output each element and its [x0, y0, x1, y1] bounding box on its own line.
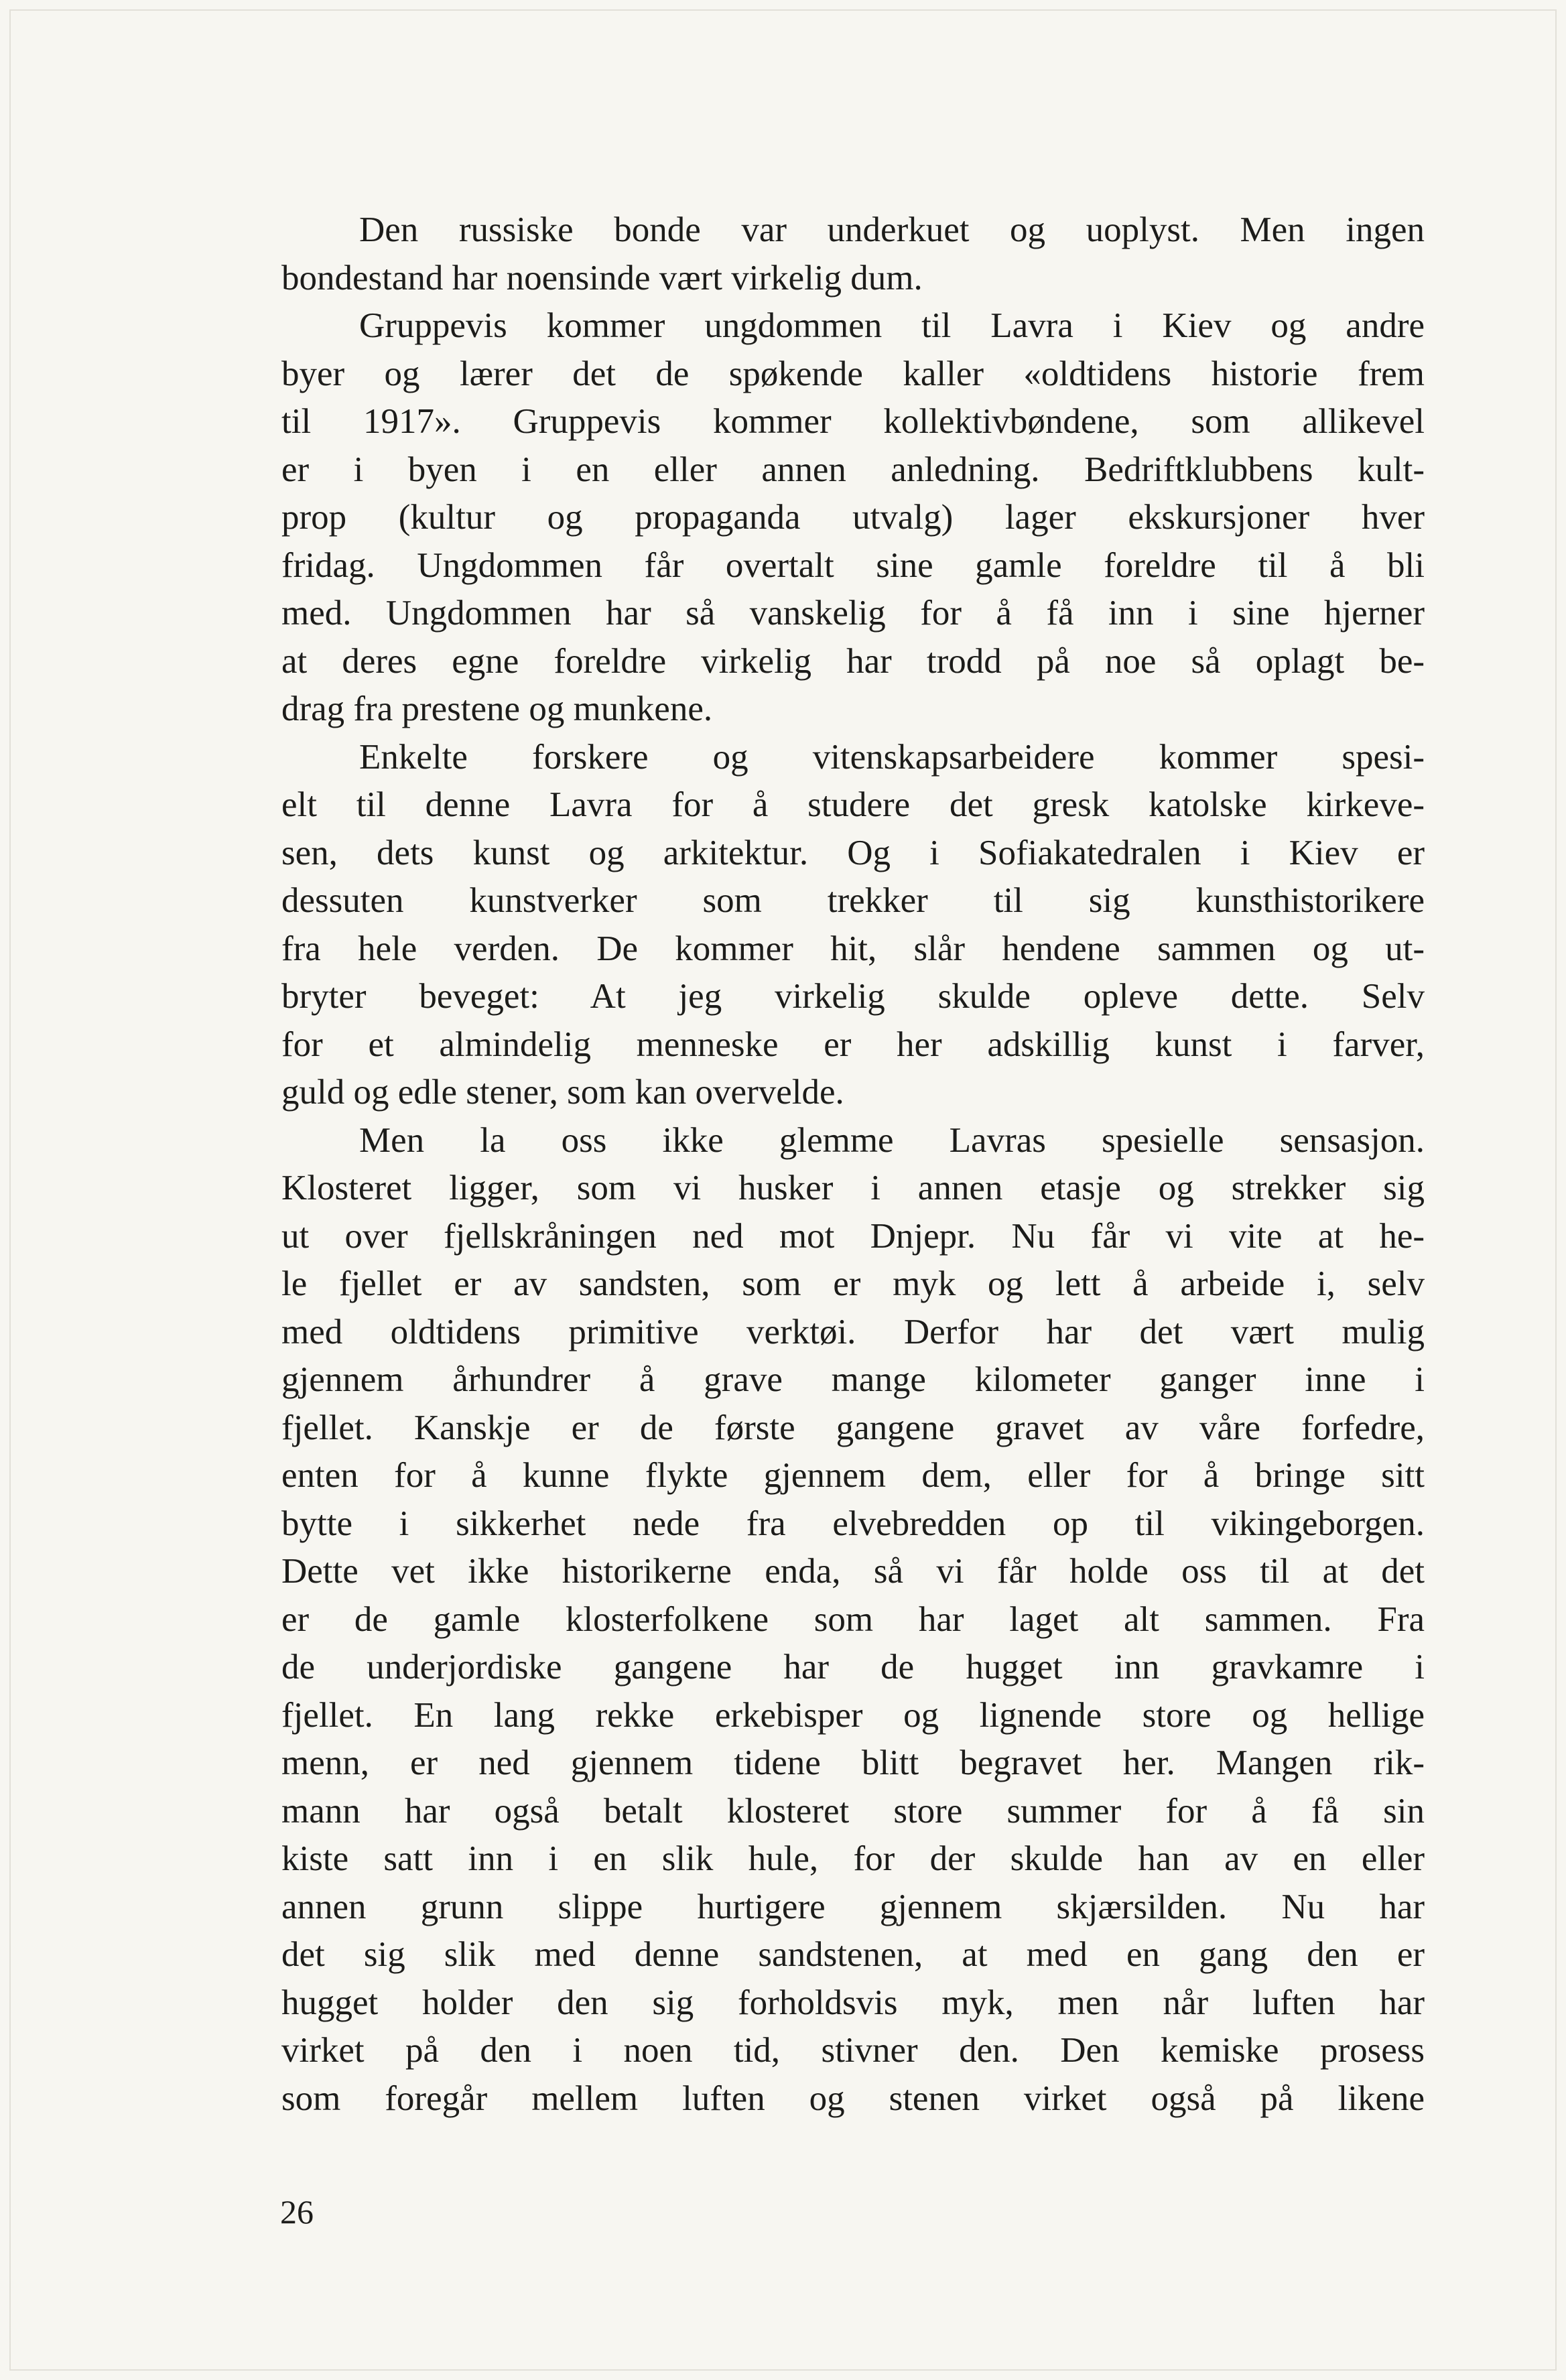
text-line: Men la oss ikke glemme Lavras spesielle sensasjon. [359, 1120, 1425, 1160]
text-line: le fjellet er av sandsten, som er myk og lett å arbeide i, selv [281, 1264, 1425, 1303]
text-line: kiste satt inn i en slik hule, for der skulde han av en eller [281, 1839, 1425, 1878]
text-line: Gruppevis kommer ungdommen til Lavra i Kiev og andre [359, 306, 1425, 345]
text-line: drag fra prestene og munkene. [281, 689, 713, 728]
text-line: ut over fjellskråningen ned mot Dnjepr. Nu får vi vite at he- [281, 1216, 1425, 1256]
text-line: elt til denne Lavra for å studere det gresk katolske kirkeve- [281, 785, 1425, 824]
text-line: sen, dets kunst og arkitektur. Og i Sofiakatedralen i Kiev er [281, 833, 1425, 872]
text-line: hugget holder den sig forholdsvis myk, men når luften har [281, 1983, 1425, 2022]
text-line: med. Ungdommen har så vanskelig for å få inn i sine hjerner [281, 594, 1425, 633]
text-line: mann har også betalt klosteret store summer for å få sin [281, 1791, 1425, 1831]
paragraph [281, 1117, 1425, 2123]
text-line: er i byen i en eller annen anledning. Bedriftklubbens kult- [281, 450, 1425, 489]
text-line: de underjordiske gangene har de hugget inn gravkamre i [281, 1648, 1425, 1687]
text-line: virket på den i noen tid, stivner den. Den kemiske prosess [281, 2031, 1425, 2070]
text-line: dessuten kunstverker som trekker til sig kunsthistorikere [281, 881, 1425, 920]
text-line: bryter beveget: At jeg virkelig skulde opleve dette. Selv [281, 977, 1425, 1016]
text-line: bytte i sikkerhet nede fra elvebredden op til vikingeborgen. [281, 1504, 1425, 1543]
text-line: Enkelte forskere og vitenskapsarbeidere kommer spesi- [359, 737, 1425, 777]
text-line: gjennem århundrer å grave mange kilometer ganger inne i [281, 1360, 1425, 1399]
text-line: menn, er ned gjennem tidene blitt begravet her. Mangen rik- [281, 1743, 1425, 1782]
paragraph [281, 734, 1425, 1117]
text-line: Klosteret ligger, som vi husker i annen etasje og strekker sig [281, 1169, 1425, 1207]
text-line: det sig slik med denne sandstenen, at med en gang den er [281, 1935, 1425, 1974]
text-line: annen grunn slippe hurtigere gjennem skjærsilden. Nu har [281, 1887, 1425, 1926]
text-line: som foregår mellem luften og stenen virket også på likene [281, 2078, 1425, 2118]
text-line: bondestand har noensinde vært virkelig dum. [281, 258, 923, 298]
text-line: med oldtidens primitive verktøi. Derfor har det vært mulig [281, 1312, 1425, 1351]
paragraph [281, 206, 1425, 302]
text-line: fridag. Ungdommen får overtalt sine gamle foreldre til å bli [281, 545, 1425, 585]
text-line: guld og edle stener, som kan overvelde. [281, 1073, 844, 1112]
text-line: for et almindelig menneske er her adskillig kunst i farver, [281, 1024, 1425, 1064]
paragraph [281, 302, 1425, 734]
text-line: at deres egne foreldre virkelig har trodd på noe så oplagt be- [281, 641, 1425, 681]
text-line: er de gamle klosterfolkene som har laget alt sammen. Fra [281, 1599, 1425, 1639]
text-line: prop (kultur og propaganda utvalg) lager ekskursjoner hver [281, 498, 1425, 537]
body-text [281, 206, 1425, 2123]
text-line: byer og lærer det de spøkende kaller «oldtidens historie frem [281, 354, 1425, 393]
text-line: Dette vet ikke historikerne enda, så vi får holde oss til at det [281, 1552, 1425, 1591]
text-line: Den russiske bonde var underkuet og uoplyst. Men ingen [359, 210, 1425, 249]
text-line: enten for å kunne flykte gjennem dem, eller for å bringe sitt [281, 1456, 1425, 1495]
text-line: til 1917». Gruppevis kommer kollektivbøndene, som allikevel [281, 402, 1425, 441]
page-number: 26 [280, 2193, 314, 2231]
text-line: fjellet. Kanskje er de første gangene gravet av våre forfedre, [281, 1408, 1425, 1447]
text-line: fjellet. En lang rekke erkebisper og lignende store og hellige [281, 1695, 1425, 1735]
text-line: fra hele verden. De kommer hit, slår hendene sammen og ut- [281, 929, 1425, 968]
